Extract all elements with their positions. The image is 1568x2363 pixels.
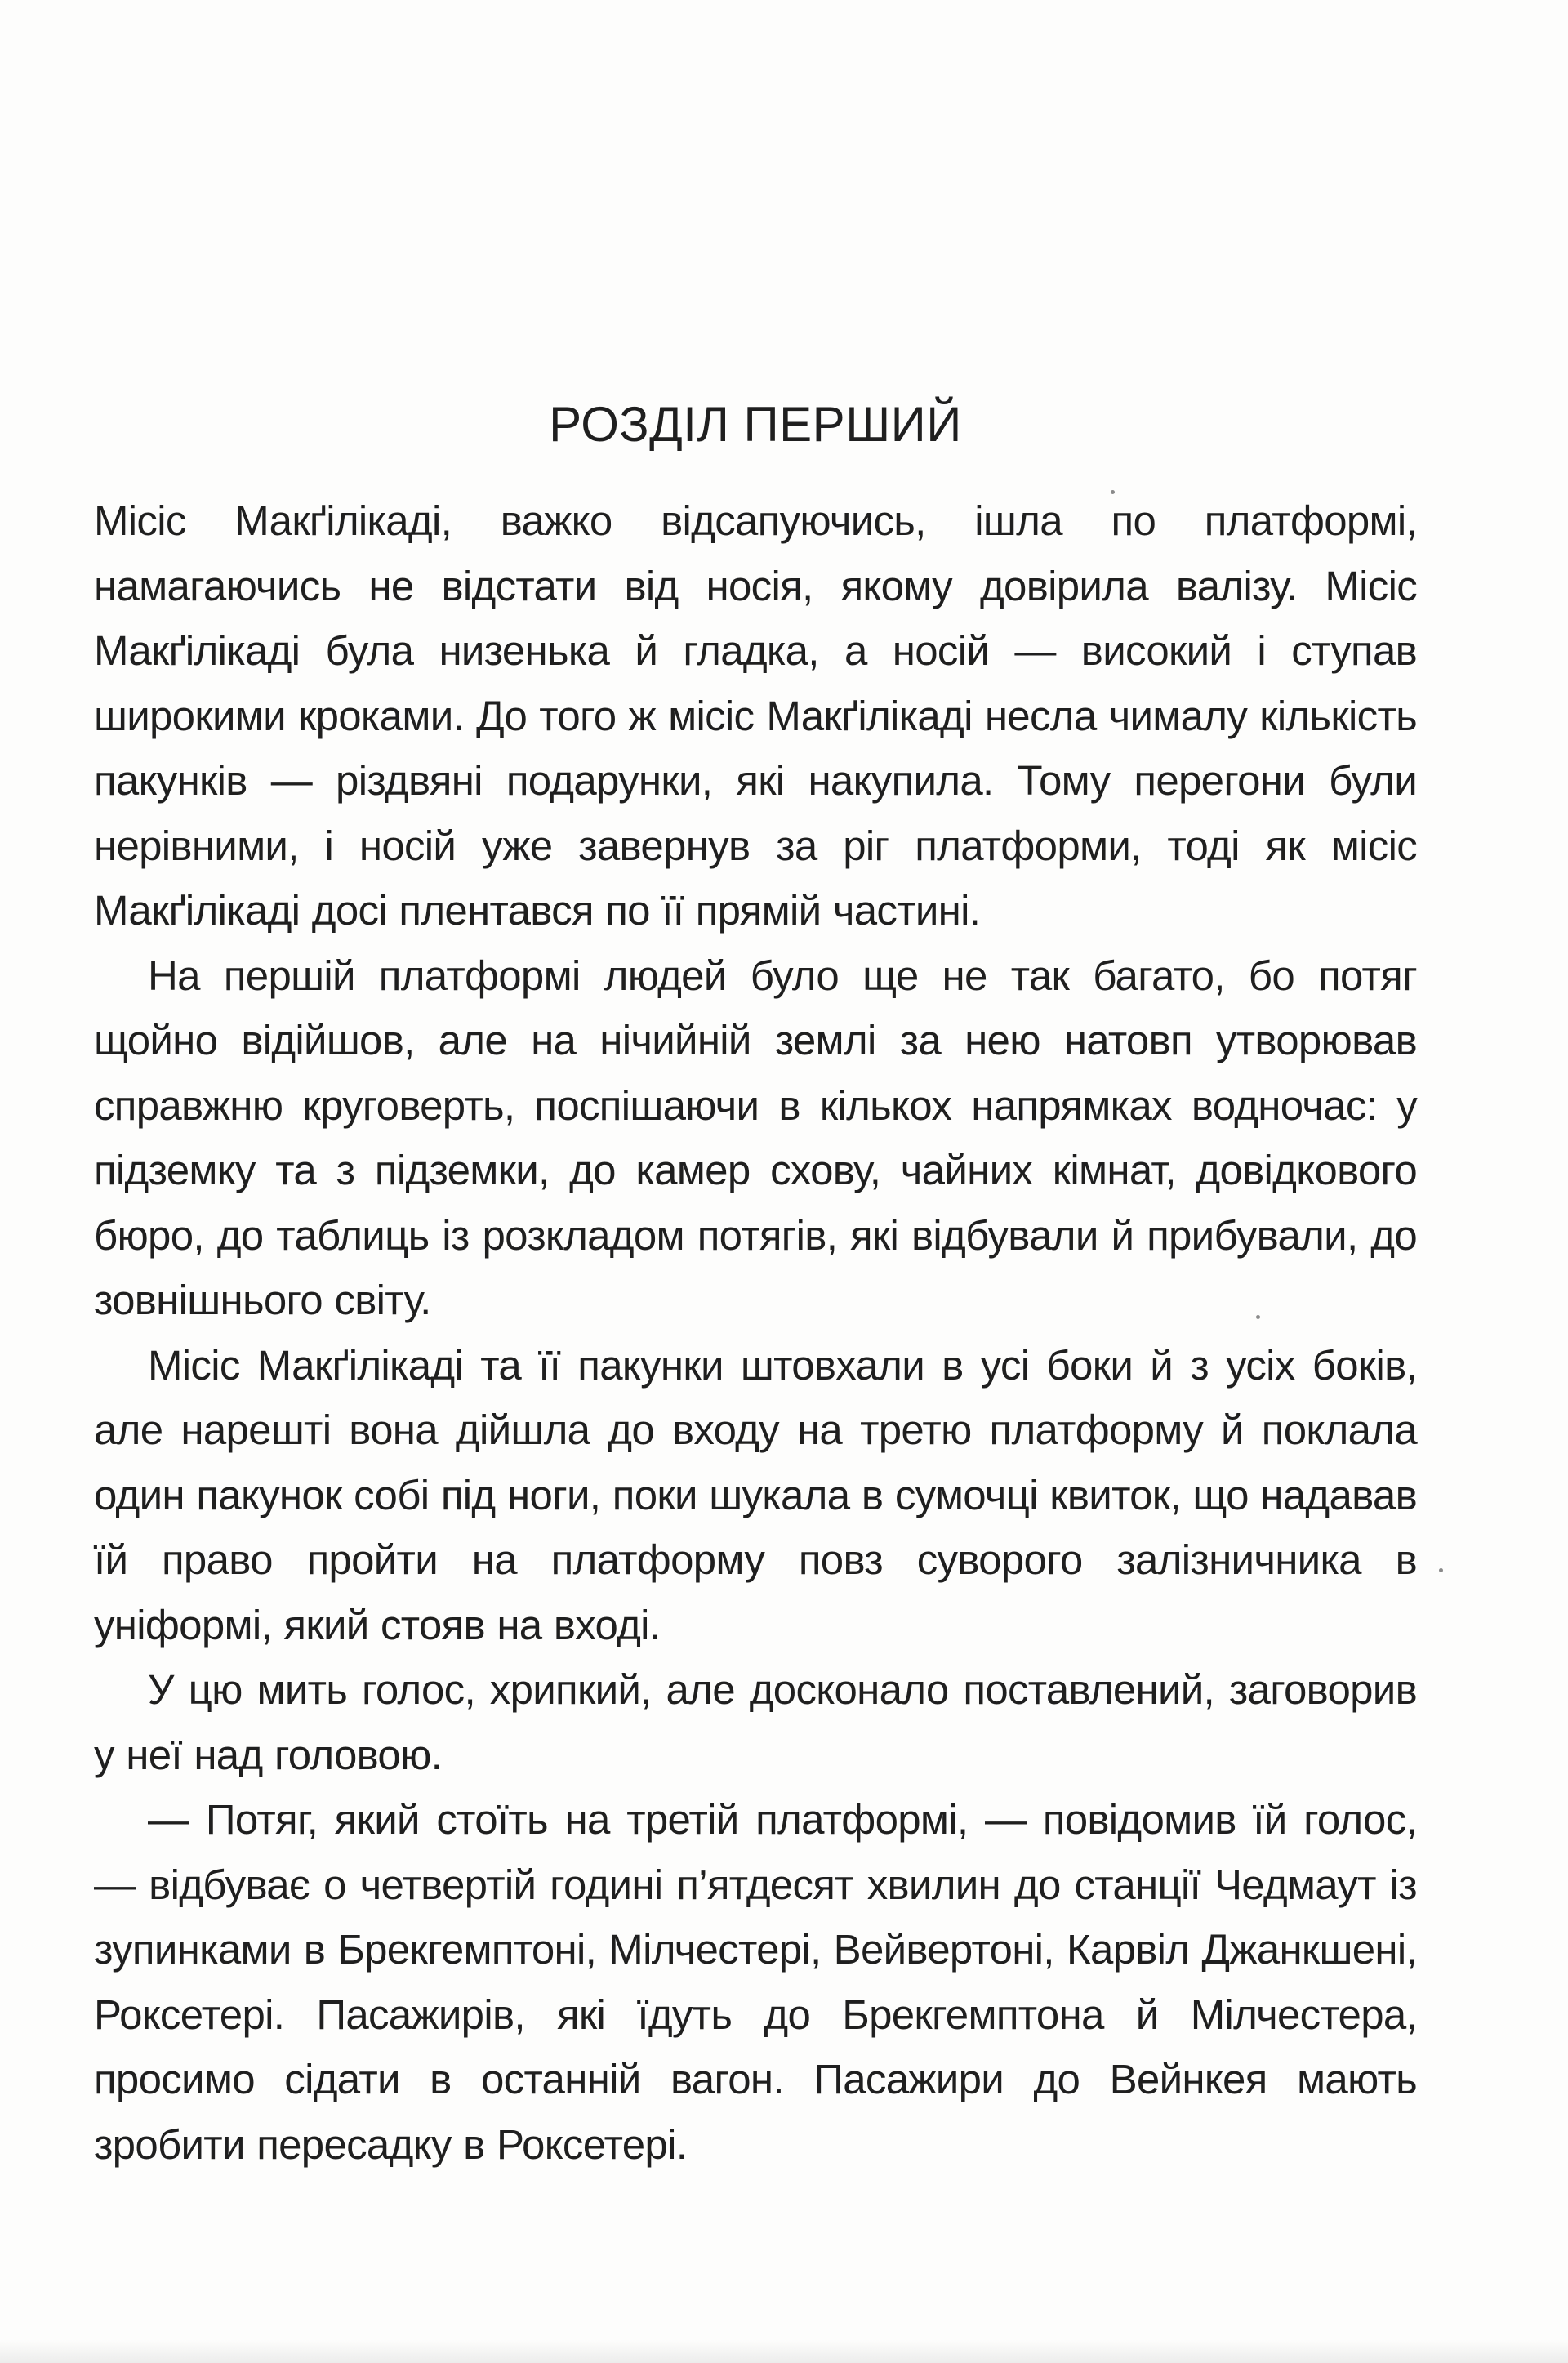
page-bottom-shadow — [0, 2340, 1568, 2363]
scan-speck — [1439, 1568, 1443, 1572]
paragraph-5: — Потяг, який стоїть на третій платформі, — повідомив їй голос, — відбуває о четвертій годині п’ятдесят хвилин до станції Чедмаут із зупинками в Брекгемптоні, Мілчестері, Вейвертоні, Карвіл Джанкшені, Роксетері. Пасажирів, які їдуть до Брекгемптона й Мілчестера, просимо сідати в останній вагон. Пасажири до Вейнкея мають зробити пересадку в Роксетері. — [94, 1796, 1417, 2168]
paragraph-4: У цю мить голос, хрипкий, але досконало поставлений, заговорив у неї над головою. — [94, 1666, 1417, 1778]
paragraph-2: На першій платформі людей було ще не так багато, бо потяг щойно відійшов, але на нічийній землі за нею натовп утворював справжню круговерть, поспішаючи в кількох напрямках водночас: у підземку та з підземки, до камер схову, чайних кімнат, довідкового бюро, до таблиць із розкладом потягів, які відбували й прибували, до зовнішнього світу. — [94, 952, 1417, 1323]
scan-speck — [1111, 490, 1115, 494]
chapter-title: РОЗДІЛ ПЕРШИЙ — [549, 397, 962, 452]
paragraph-3: Місіс Макґілікаді та її пакунки штовхали в усі боки й з усіх боків, але нарешті вона дійшла до входу на третю платформу й поклала один пакунок собі під ноги, поки шукала в сумочці квиток, що надавав їй право пройти на платформу повз суворого залізничника в уніформі, який стояв на вході. — [94, 1341, 1417, 1648]
page-text-block — [94, 396, 1417, 2177]
paragraph-1: Місіс Макґілікаді, важко відсапуючись, ішла по платформі, намагаючись не відстати від носія, якому довірила валізу. Місіс Макґілікаді була низенька й гладка, а носій — високий і ступав широкими кроками. До того ж місіс Макґілікаді несла чималу кількість пакунків — різдвяні подарунки, які накупила. Тому перегони були нерівними, і носій уже завернув за ріг платформи, тоді як місіс Макґілікаді досі плентався по її прямій частині. — [94, 497, 1417, 934]
scan-speck — [1256, 1315, 1260, 1319]
